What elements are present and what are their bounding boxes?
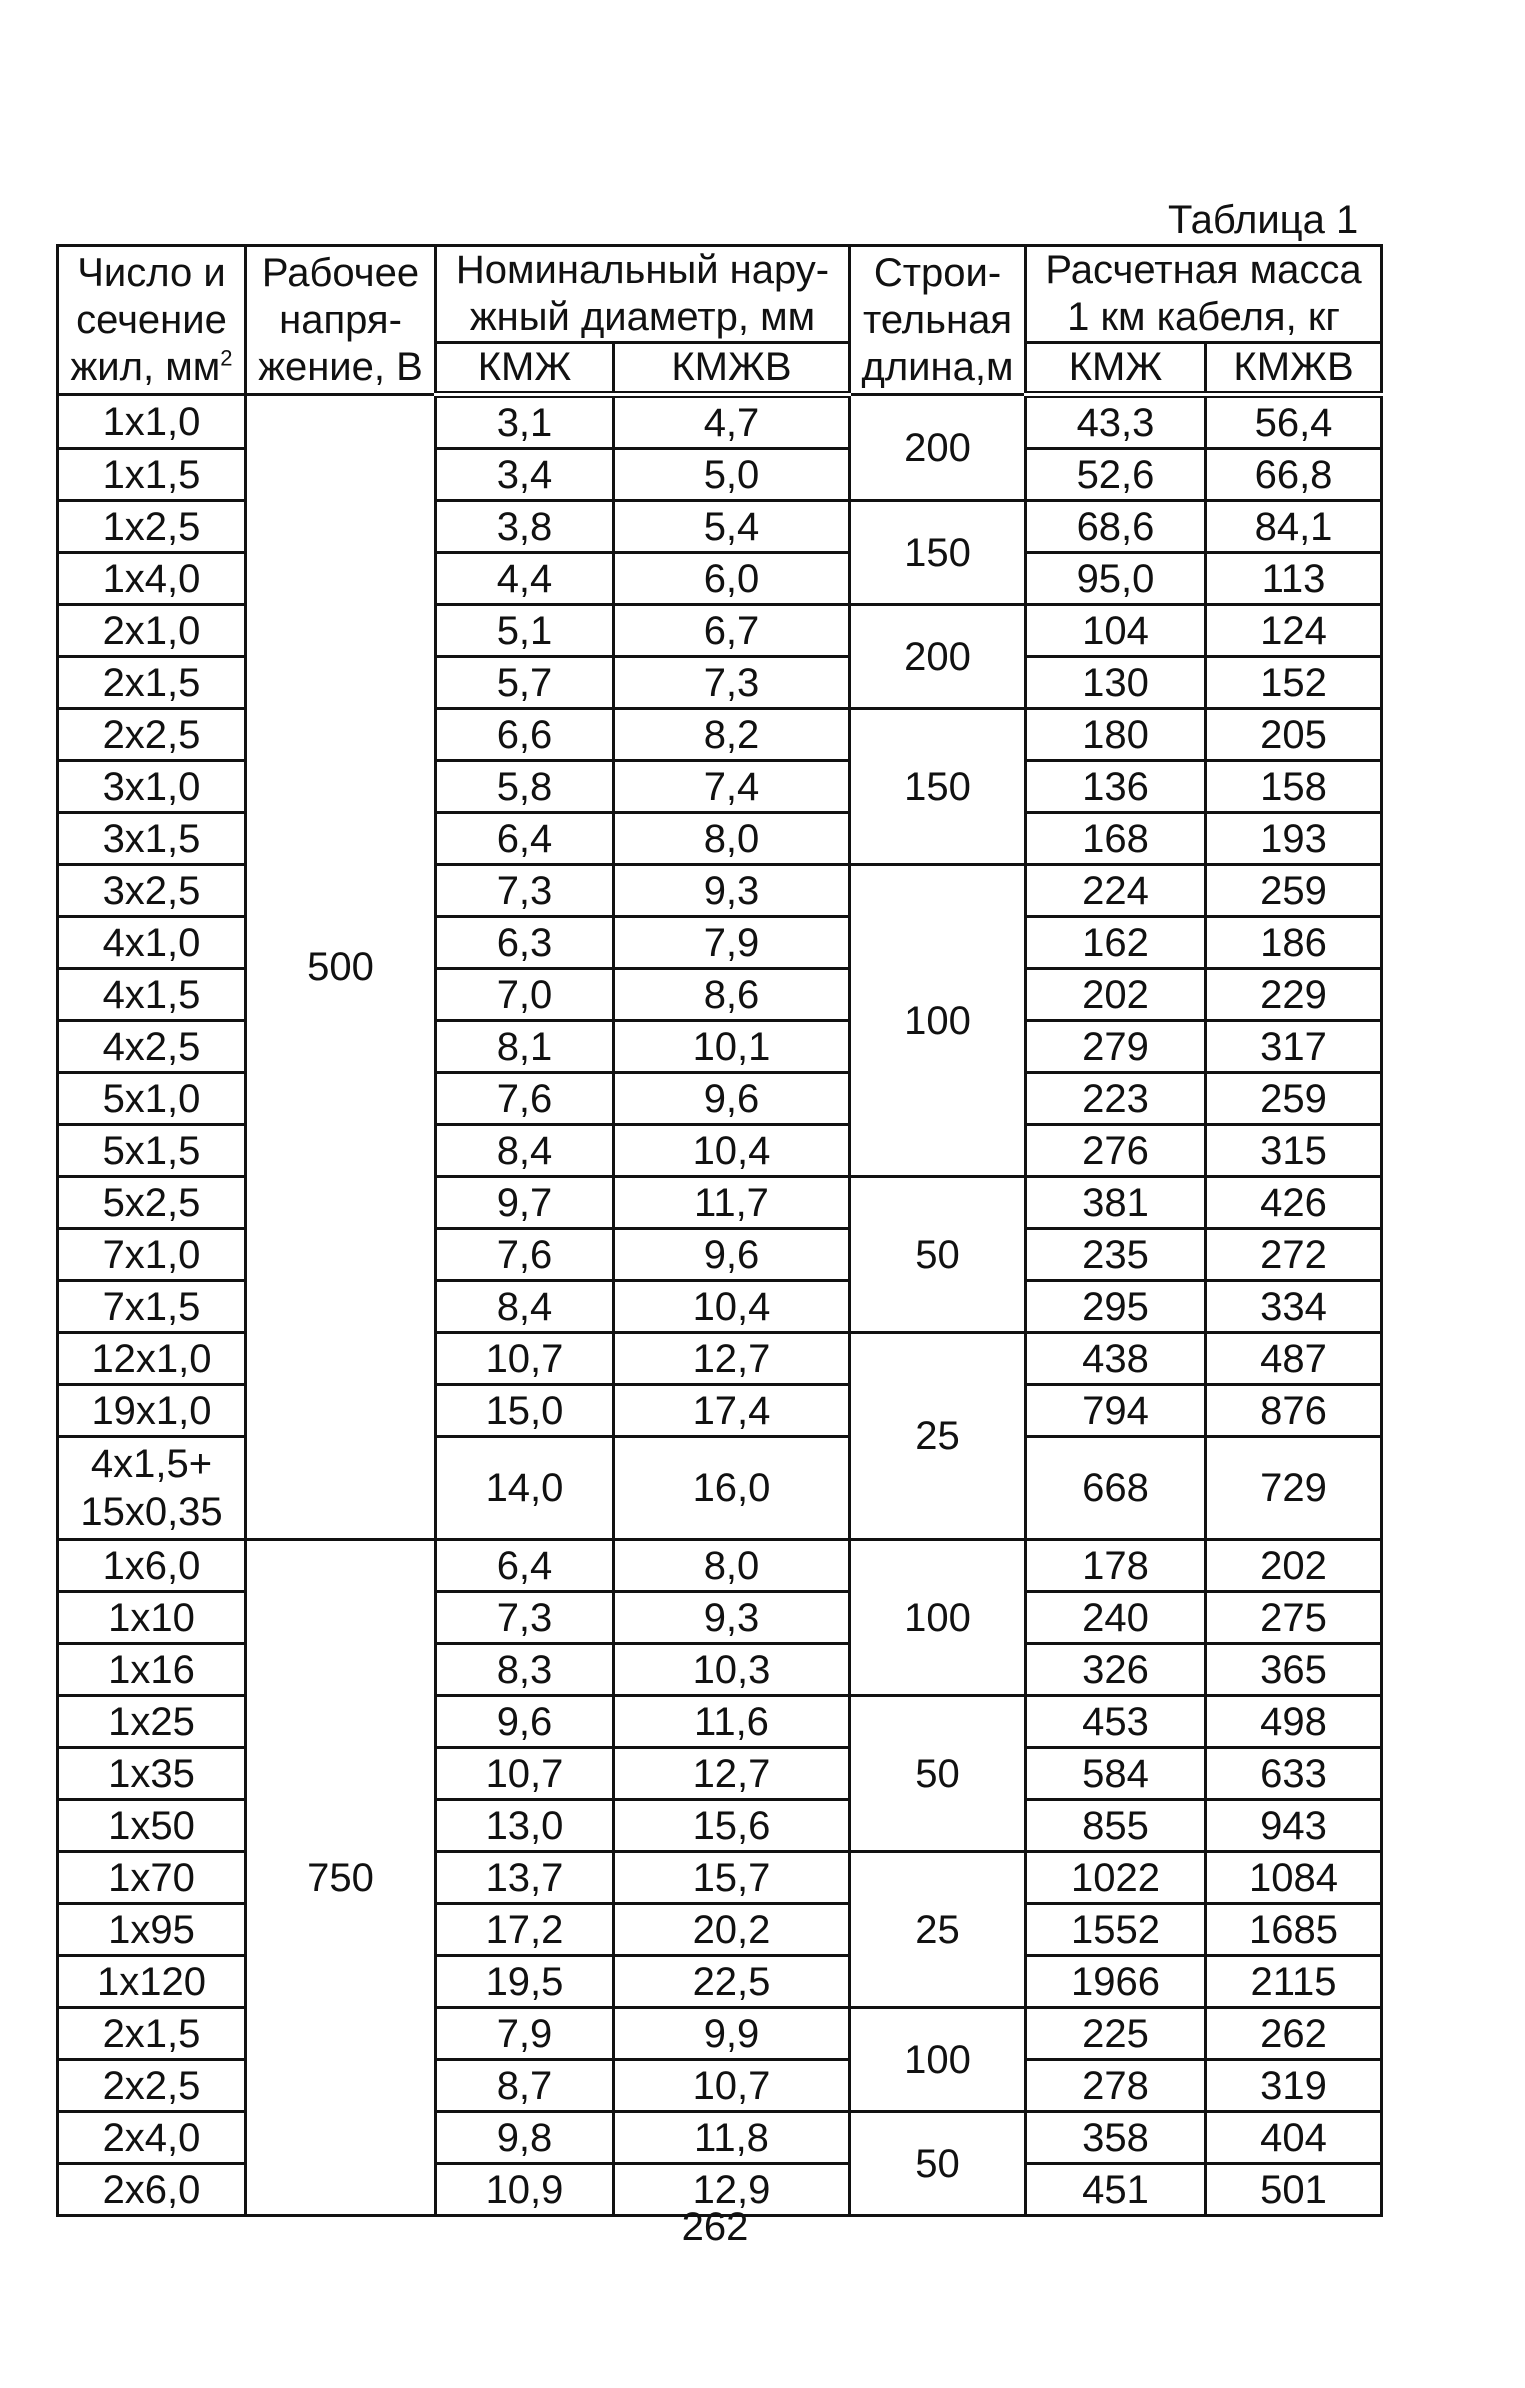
cell-diameter-kmzh: 5,8 [436,761,614,813]
cell-mass-kmzhv: 334 [1206,1281,1382,1333]
cell-section: 1х4,0 [58,553,246,605]
cell-section: 3х2,5 [58,865,246,917]
header-voltage-line: Рабочее [261,250,420,295]
cell-diameter-kmzhv: 10,3 [614,1644,850,1696]
cell-mass-kmzh: 95,0 [1026,553,1206,605]
cell-mass-kmzh: 235 [1026,1229,1206,1281]
cell-section: 1х6,0 [58,1540,246,1592]
cell-diameter-kmzhv: 8,0 [614,813,850,865]
cell-mass-kmzh: 240 [1026,1592,1206,1644]
cell-section: 1х120 [58,1956,246,2008]
header-length-line: Строи- [873,250,1002,295]
cell-diameter-kmzhv: 9,6 [614,1073,850,1125]
cell-section: 7х1,0 [58,1229,246,1281]
header-section-sup: 2 [220,345,233,371]
cell-diameter-kmzhv: 11,7 [614,1177,850,1229]
cell-mass-kmzh: 279 [1026,1021,1206,1073]
cell-mass-kmzh: 104 [1026,605,1206,657]
cell-voltage: 750 [246,1540,436,2216]
cell-section: 2х1,5 [58,657,246,709]
cell-mass-kmzhv: 2115 [1206,1956,1382,2008]
header-section-line [63,344,240,391]
cell-diameter-kmzhv: 7,3 [614,657,850,709]
cell-section: 19х1,0 [58,1385,246,1437]
subheader-mass-kmzh: КМЖ [1026,343,1206,395]
cell-diameter-kmzh: 5,7 [436,657,614,709]
cell-diameter-kmzhv: 6,0 [614,553,850,605]
table-body [58,395,1382,2216]
cell-diameter-kmzh: 3,8 [436,501,614,553]
cell-diameter-kmzhv: 15,6 [614,1800,850,1852]
cell-section: 1х35 [58,1748,246,1800]
cell-section: 1х25 [58,1696,246,1748]
cell-diameter-kmzhv: 9,3 [614,865,850,917]
cell-mass-kmzhv: 315 [1206,1125,1382,1177]
cell-mass-kmzhv: 404 [1206,2112,1382,2164]
cell-section: 5х1,0 [58,1073,246,1125]
header-diameter [436,246,850,343]
header-length-line: длина,м [861,344,1014,389]
cell-mass-kmzhv: 186 [1206,917,1382,969]
cell-length: 150 [850,501,1026,605]
cell-length: 25 [850,1333,1026,1540]
cell-length: 150 [850,709,1026,865]
cell-mass-kmzh: 68,6 [1026,501,1206,553]
cell-diameter-kmzh: 6,6 [436,709,614,761]
cell-mass-kmzh: 162 [1026,917,1206,969]
cell-section: 1х70 [58,1852,246,1904]
cell-mass-kmzh: 136 [1026,761,1206,813]
cell-diameter-kmzhv: 10,1 [614,1021,850,1073]
cell-mass-kmzhv: 426 [1206,1177,1382,1229]
cell-diameter-kmzhv: 4,7 [614,395,850,449]
cell-section: 2х4,0 [58,2112,246,2164]
cell-diameter-kmzhv: 6,7 [614,605,850,657]
cell-diameter-kmzh: 6,3 [436,917,614,969]
cell-mass-kmzhv: 259 [1206,1073,1382,1125]
header-length [850,246,1026,395]
cell-section: 12х1,0 [58,1333,246,1385]
cell-length: 100 [850,1540,1026,1696]
cell-diameter-kmzh: 10,7 [436,1748,614,1800]
cell-mass-kmzhv: 272 [1206,1229,1382,1281]
cell-section: 1х10 [58,1592,246,1644]
cell-diameter-kmzhv: 5,4 [614,501,850,553]
cell-diameter-kmzh: 7,6 [436,1229,614,1281]
table-caption: Таблица 1 [1168,198,1359,242]
header-voltage-line: напря- [279,297,402,342]
cell-section: 7х1,5 [58,1281,246,1333]
cell-diameter-kmzh: 9,6 [436,1696,614,1748]
cell-diameter-kmzh: 9,8 [436,2112,614,2164]
cell-mass-kmzh: 225 [1026,2008,1206,2060]
cell-section: 2х1,0 [58,605,246,657]
cell-mass-kmzhv: 202 [1206,1540,1382,1592]
cell-mass-kmzh: 52,6 [1026,449,1206,501]
cell-diameter-kmzh: 9,7 [436,1177,614,1229]
header-mass [1026,246,1382,343]
cell-diameter-kmzh: 8,7 [436,2060,614,2112]
cell-diameter-kmzh: 8,3 [436,1644,614,1696]
cell-mass-kmzhv: 56,4 [1206,395,1382,449]
cell-section-line: 15х0,35 [80,1490,223,1534]
cell-length: 100 [850,2008,1026,2112]
cell-section: 4х1,0 [58,917,246,969]
cell-diameter-kmzhv: 9,6 [614,1229,850,1281]
cell-section: 2х1,5 [58,2008,246,2060]
cell-length: 50 [850,1177,1026,1333]
cell-mass-kmzh: 381 [1026,1177,1206,1229]
header-diameter-line: Номинальный нару- [455,248,830,292]
cell-mass-kmzhv: 259 [1206,865,1382,917]
subheader-mass-kmzhv: КМЖВ [1206,343,1382,395]
cell-mass-kmzhv: 193 [1206,813,1382,865]
cell-diameter-kmzhv: 11,6 [614,1696,850,1748]
cell-mass-kmzh: 168 [1026,813,1206,865]
cell-mass-kmzh: 358 [1026,2112,1206,2164]
cell-mass-kmzh: 1966 [1026,1956,1206,2008]
table-row [58,1540,1382,1592]
cell-diameter-kmzhv: 8,6 [614,969,850,1021]
cell-diameter-kmzhv: 10,4 [614,1125,850,1177]
cell-diameter-kmzhv: 11,8 [614,2112,850,2164]
cell-mass-kmzh: 453 [1026,1696,1206,1748]
cell-mass-kmzhv: 262 [1206,2008,1382,2060]
cell-diameter-kmzh: 3,4 [436,449,614,501]
cell-diameter-kmzh: 7,0 [436,969,614,1021]
cell-mass-kmzhv: 124 [1206,605,1382,657]
cell-length: 50 [850,2112,1026,2216]
cell-mass-kmzh: 438 [1026,1333,1206,1385]
header-mass-line: Расчетная масса [1045,248,1362,292]
cell-diameter-kmzh: 19,5 [436,1956,614,2008]
cell-diameter-kmzhv: 12,7 [614,1333,850,1385]
cell-diameter-kmzhv: 8,2 [614,709,850,761]
cable-table [56,244,1383,2217]
header-length-line: тельная [863,297,1012,342]
cell-mass-kmzhv: 84,1 [1206,501,1382,553]
cell-mass-kmzhv: 317 [1206,1021,1382,1073]
cell-diameter-kmzhv: 17,4 [614,1385,850,1437]
cell-diameter-kmzhv: 12,7 [614,1748,850,1800]
table-row [58,395,1382,449]
cell-section: 2х2,5 [58,709,246,761]
cell-diameter-kmzh: 6,4 [436,1540,614,1592]
cell-diameter-kmzh: 8,4 [436,1281,614,1333]
cell-mass-kmzh: 584 [1026,1748,1206,1800]
cell-section: 1х50 [58,1800,246,1852]
cell-diameter-kmzh: 13,7 [436,1852,614,1904]
cell-diameter-kmzh: 3,1 [436,395,614,449]
cell-diameter-kmzh: 13,0 [436,1800,614,1852]
cell-diameter-kmzh: 5,1 [436,605,614,657]
cell-section: 1х1,5 [58,449,246,501]
cell-diameter-kmzh: 10,9 [436,2164,614,2216]
cell-mass-kmzhv: 876 [1206,1385,1382,1437]
cell-section: 4х1,5 [58,969,246,1021]
cell-section: 5х2,5 [58,1177,246,1229]
subheader-diameter-kmzh: КМЖ [436,343,614,395]
cell-mass-kmzh: 855 [1026,1800,1206,1852]
cell-diameter-kmzh: 7,6 [436,1073,614,1125]
cell-length: 200 [850,395,1026,501]
cell-section: 3х1,0 [58,761,246,813]
cell-length: 200 [850,605,1026,709]
cell-mass-kmzh: 668 [1026,1437,1206,1540]
cell-length: 100 [850,865,1026,1177]
cell-section: 4х2,5 [58,1021,246,1073]
cell-diameter-kmzh: 8,4 [436,1125,614,1177]
header-mass-line: 1 км кабеля, кг [1067,295,1340,339]
cell-diameter-kmzh: 17,2 [436,1904,614,1956]
cell-mass-kmzh: 276 [1026,1125,1206,1177]
cell-diameter-kmzh: 15,0 [436,1385,614,1437]
cell-mass-kmzhv: 66,8 [1206,449,1382,501]
cell-voltage: 500 [246,395,436,1540]
cell-diameter-kmzh: 7,9 [436,2008,614,2060]
cell-diameter-kmzhv: 9,9 [614,2008,850,2060]
cell-diameter-kmzhv: 10,4 [614,1281,850,1333]
cell-diameter-kmzhv: 9,3 [614,1592,850,1644]
cell-section: 1х16 [58,1644,246,1696]
cell-diameter-kmzhv: 8,0 [614,1540,850,1592]
cell-mass-kmzh: 224 [1026,865,1206,917]
cell-diameter-kmzhv: 5,0 [614,449,850,501]
cell-mass-kmzhv: 113 [1206,553,1382,605]
cell-mass-kmzh: 295 [1026,1281,1206,1333]
cell-mass-kmzh: 451 [1026,2164,1206,2216]
cell-length: 25 [850,1852,1026,2008]
cell-diameter-kmzh: 7,3 [436,865,614,917]
cell-mass-kmzh: 178 [1026,1540,1206,1592]
header-diameter-line: жный диаметр, мм [469,295,816,339]
cell-mass-kmzhv: 729 [1206,1437,1382,1540]
cell-section: 2х2,5 [58,2060,246,2112]
cell-mass-kmzhv: 501 [1206,2164,1382,2216]
cell-mass-kmzhv: 943 [1206,1800,1382,1852]
header-section-line: Число и [77,250,226,295]
cell-mass-kmzhv: 205 [1206,709,1382,761]
header-voltage-line: жение, В [258,344,423,389]
cell-section: 1х2,5 [58,501,246,553]
cell-mass-kmzhv: 158 [1206,761,1382,813]
cell-diameter-kmzhv: 20,2 [614,1904,850,1956]
header-section [58,246,246,395]
cell-section: 2х6,0 [58,2164,246,2216]
cell-diameter-kmzh: 4,4 [436,553,614,605]
cell-section: 3х1,5 [58,813,246,865]
cell-mass-kmzh: 278 [1026,2060,1206,2112]
cell-mass-kmzh: 326 [1026,1644,1206,1696]
cell-diameter-kmzhv: 7,9 [614,917,850,969]
cell-length: 50 [850,1696,1026,1852]
cell-diameter-kmzh: 14,0 [436,1437,614,1540]
cell-section-line: 4х1,5+ [90,1442,213,1486]
header-section-line: сечение [76,297,227,342]
cell-mass-kmzh: 1552 [1026,1904,1206,1956]
cell-diameter-kmzh: 8,1 [436,1021,614,1073]
page-number: 262 [681,2205,749,2249]
cell-mass-kmzhv: 319 [1206,2060,1382,2112]
cell-mass-kmzhv: 1084 [1206,1852,1382,1904]
cell-diameter-kmzh: 10,7 [436,1333,614,1385]
cell-mass-kmzhv: 487 [1206,1333,1382,1385]
cell-diameter-kmzhv: 7,4 [614,761,850,813]
header-voltage [246,246,436,395]
cell-diameter-kmzhv: 10,7 [614,2060,850,2112]
cell-mass-kmzh: 1022 [1026,1852,1206,1904]
cell-mass-kmzhv: 229 [1206,969,1382,1021]
cell-section [58,1437,246,1540]
cell-diameter-kmzhv: 12,9 [614,2164,850,2216]
cell-section: 1х95 [58,1904,246,1956]
cell-mass-kmzh: 223 [1026,1073,1206,1125]
cell-diameter-kmzh: 6,4 [436,813,614,865]
cell-mass-kmzh: 130 [1026,657,1206,709]
header-section-unit: жил, мм [70,344,221,389]
cell-mass-kmzhv: 365 [1206,1644,1382,1696]
cell-section: 1х1,0 [58,395,246,449]
cell-mass-kmzhv: 275 [1206,1592,1382,1644]
cell-mass-kmzhv: 633 [1206,1748,1382,1800]
cell-mass-kmzh: 180 [1026,709,1206,761]
cell-section: 5х1,5 [58,1125,246,1177]
cell-mass-kmzh: 794 [1026,1385,1206,1437]
cell-mass-kmzhv: 498 [1206,1696,1382,1748]
cell-mass-kmzh: 43,3 [1026,395,1206,449]
subheader-diameter-kmzhv: КМЖВ [614,343,850,395]
cell-diameter-kmzhv: 16,0 [614,1437,850,1540]
cell-mass-kmzhv: 1685 [1206,1904,1382,1956]
cell-diameter-kmzhv: 15,7 [614,1852,850,1904]
cell-diameter-kmzh: 7,3 [436,1592,614,1644]
cell-mass-kmzh: 202 [1026,969,1206,1021]
cell-diameter-kmzhv: 22,5 [614,1956,850,2008]
cell-mass-kmzhv: 152 [1206,657,1382,709]
